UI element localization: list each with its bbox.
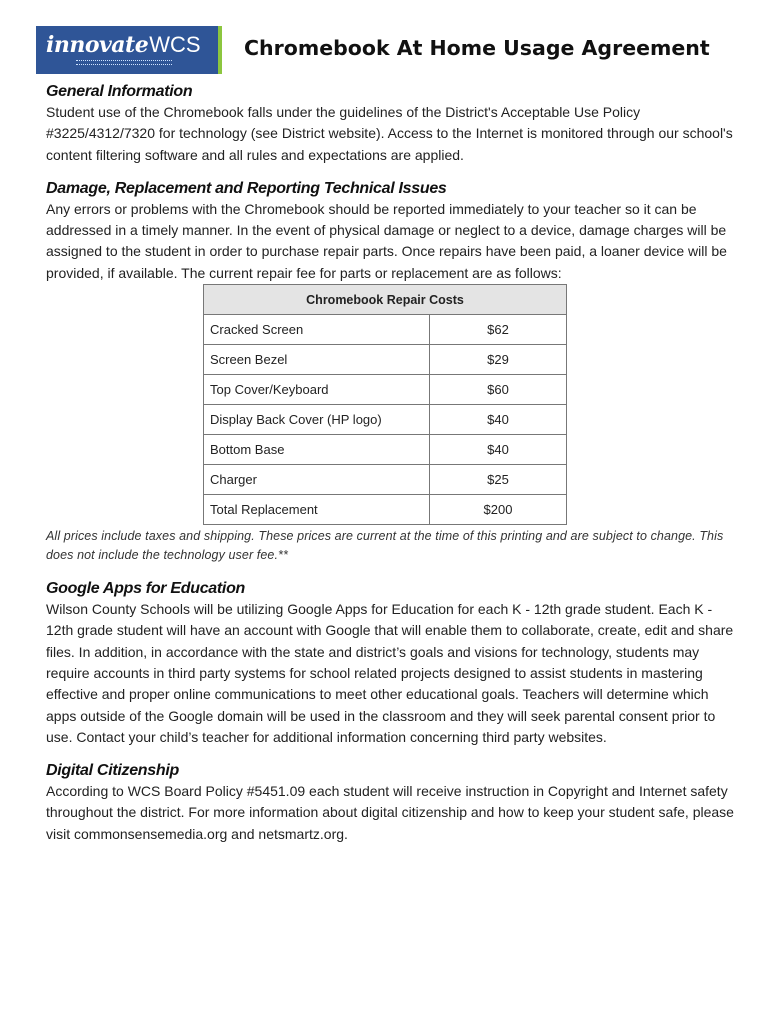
section-heading: Digital Citizenship	[46, 762, 179, 780]
table-header-row	[204, 285, 567, 315]
pricing-note: All prices include taxes and shipping. These prices are current at the time of this printing and are subject to change. This does not include the technology user fee.**	[46, 529, 724, 563]
section-google-apps	[46, 580, 736, 748]
repair-item: Total Replacement	[204, 495, 430, 525]
page-header	[36, 26, 736, 74]
section-general-information	[46, 83, 736, 166]
logo-tagline-mark	[76, 60, 172, 65]
repair-cost: $25	[430, 465, 567, 495]
table-row	[204, 315, 567, 345]
table-row	[204, 465, 567, 495]
repair-cost: $62	[430, 315, 567, 345]
section-heading: General Information	[46, 83, 193, 100]
logo-script-text: innovate	[46, 32, 149, 58]
table-row	[204, 405, 567, 435]
logo-brand-text: WCS	[149, 32, 201, 57]
section-heading: Google Apps for Education	[46, 580, 246, 598]
repair-item: Screen Bezel	[204, 345, 430, 375]
repair-cost: $200	[430, 495, 567, 525]
repair-cost: $29	[430, 345, 567, 375]
section-heading: Damage, Replacement and Reporting Technical Issues	[46, 179, 447, 197]
repair-item: Charger	[204, 465, 430, 495]
table-row	[204, 435, 567, 465]
table-header: Chromebook Repair Costs	[204, 285, 567, 315]
section-text: According to WCS Board Policy #5451.09 each student will receive instruction in Copyright and Internet safety throughout the district. For more information about digital citizenship and how to keep your student safe, please visit commonsensemedia.org and netsmartz.org.	[46, 783, 734, 842]
repair-cost: $40	[430, 405, 567, 435]
section-text: Student use of the Chromebook falls under the guidelines of the District's Acceptable Use Policy #3225/4312/7320 for technology (see District website). Access to the Internet is monitored through our school's content filtering software and all rules and expectations are applied.	[46, 104, 733, 163]
page-title: Chromebook At Home Usage Agreement	[244, 36, 710, 60]
repair-item: Cracked Screen	[204, 315, 430, 345]
table-row	[204, 375, 567, 405]
repair-cost: $40	[430, 435, 567, 465]
document-body	[46, 83, 736, 859]
table-row	[204, 345, 567, 375]
repair-item: Bottom Base	[204, 435, 430, 465]
section-text: Wilson County Schools will be utilizing Google Apps for Education for each K - 12th grade student. Each K - 12th grade student will have an account with Google that will enable them to collaborate, create, edit and share files. In addition, in accordance with the state and district’s goals and visions for technology, students may require accounts in third party systems for school related projects designed to assist students in mastering effective and proper online communications to meet other educational goals. Teachers will determine which apps outside of the Google domain will be used in the classroom and they will seek parental consent prior to use. Contact your child’s teacher for additional information concerning third party websites.	[46, 601, 734, 745]
section-text: Any errors or problems with the Chromebook should be reported immediately to your teacher so it can be addressed in a timely manner. In the event of physical damage or neglect to a device, damage charges will be assigned to the student in order to purchase repair parts. Once repairs have been paid, a loaner device will be provided, if available. The current repair fee for parts or replacement are as follows:	[46, 200, 727, 281]
repair-item: Top Cover/Keyboard	[204, 375, 430, 405]
logo-wordmark	[46, 32, 201, 58]
section-digital-citizenship	[46, 762, 736, 845]
repair-costs-table	[203, 284, 567, 525]
repair-cost: $60	[430, 375, 567, 405]
table-row	[204, 495, 567, 525]
innovate-wcs-logo	[36, 26, 222, 74]
section-damage-replacement	[46, 180, 736, 284]
repair-item: Display Back Cover (HP logo)	[204, 405, 430, 435]
